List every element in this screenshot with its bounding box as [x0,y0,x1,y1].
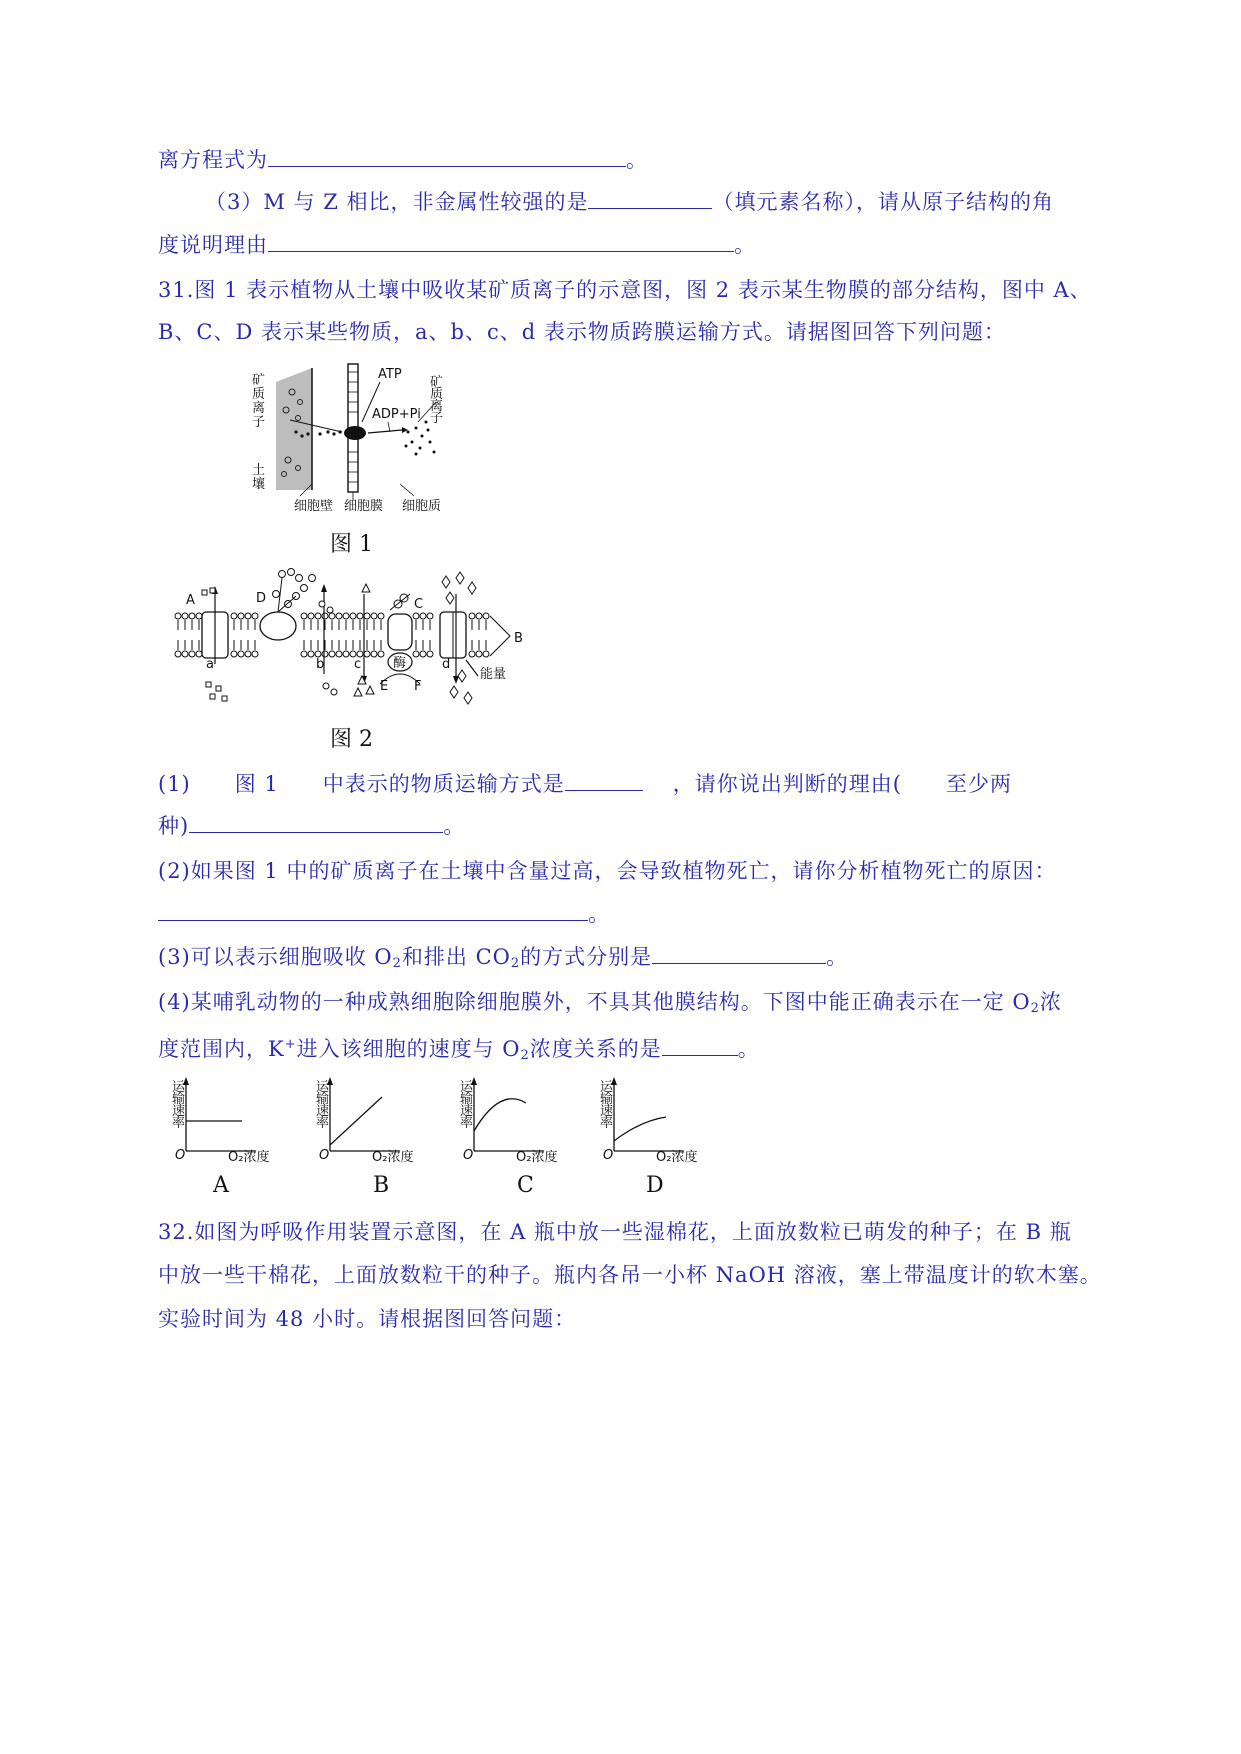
lipid-head [238,613,244,619]
origin-label: O [319,1148,330,1163]
text: 。 [588,902,610,926]
text-line [158,231,756,259]
label-C: C [414,597,424,612]
origin-label: O [175,1148,186,1163]
text: 离方程式为 [158,148,268,172]
xlabel: O₂浓度 [656,1150,698,1163]
ylabel-2: 输 [172,1092,186,1107]
figure-1 [240,362,480,522]
text: 。 [734,233,756,257]
lipid-head [378,651,384,657]
ylabel-1: 运 [600,1080,614,1095]
text: 和排出 CO [401,945,511,969]
label-ion-left-2: 质 [252,387,266,402]
label-enzyme: 酶 [393,656,407,671]
answer-blank[interactable] [662,1035,738,1056]
question-31-line2: B、C、D 表示某些物质，a、b、c、d 表示物质跨膜运输方式。请据图回答下列问题： [158,320,1006,344]
lipid-head [476,613,482,619]
text: （3）M 与 Z 相比，非金属性较强的是 [205,190,589,214]
text-line [205,188,1054,216]
answer-blank[interactable] [189,812,443,833]
xlabel: O₂浓度 [372,1150,414,1163]
answer-blank[interactable] [268,146,626,167]
question-1 [158,770,1012,798]
ylabel-4: 率 [316,1116,330,1131]
answer-blank[interactable] [268,231,734,252]
answer-blank[interactable] [652,943,826,964]
lipid-head [364,651,370,657]
label-c: c [354,657,362,672]
lipid-head [189,651,195,657]
lipid-head [469,651,475,657]
ylabel-1: 运 [316,1080,330,1095]
text: 。 [737,1037,760,1061]
rate-graph-C [460,1077,580,1163]
question-4 [158,988,1062,1023]
lipid-head [469,613,475,619]
text: 度说明理由 [158,233,268,257]
origin-label: O [603,1148,614,1163]
label-energy: 能量 [480,667,507,682]
label-ion-right-3: 离 [430,399,444,414]
rate-graph-B [316,1077,436,1163]
lipid-head [420,651,426,657]
question-32-line3: 实验时间为 48 小时。请根据图回答问题： [158,1307,577,1331]
answer-blank[interactable] [158,900,588,921]
lipid-head [182,651,188,657]
lipid-head [350,613,356,619]
lipid-head [308,651,314,657]
subscript: 2 [1030,1001,1040,1016]
lipid-head [301,613,307,619]
lipid-head [476,651,482,657]
lipid-head [175,651,181,657]
text: 种) [158,814,190,838]
lipid-head [252,651,258,657]
superscript: + [284,1037,297,1052]
lipid-head [427,613,433,619]
lipid-head [329,613,335,619]
text: 。 [626,148,648,172]
label-cytoplasm: 细胞质 [402,499,442,514]
label-soil-2: 壤 [252,477,266,492]
text: (1) 图 1 中表示的物质运输方式是 [158,772,565,796]
lipid-head [364,613,370,619]
text: 浓度关系的是 [529,1037,662,1061]
label-ion-left-1: 矿 [252,373,266,388]
ylabel-2: 输 [600,1092,614,1107]
lipid-head [189,613,195,619]
label-cell-membrane: 细胞膜 [344,499,384,514]
label-ion-left-3: 离 [252,401,266,416]
question-1-cont [158,812,465,840]
text-line [158,146,648,174]
subscript: 2 [520,1048,530,1063]
lipid-head [301,651,307,657]
text: 浓 [1039,990,1062,1014]
lipid-head [413,613,419,619]
lipid-head [336,651,342,657]
option-A[interactable]: A [213,1173,229,1198]
label-atp: ATP [378,367,402,382]
option-B[interactable]: B [373,1173,390,1198]
label-a: a [206,657,214,672]
question-32-line1: 32.如图为呼吸作用装置示意图，在 A 瓶中放一些湿棉花，上面放数粒已萌发的种子；在 B 瓶 [158,1220,1072,1244]
ylabel-2: 输 [316,1092,330,1107]
label-b: b [316,657,325,672]
label-cell-wall: 细胞壁 [294,499,334,514]
text: ，请你说出判断的理由( 至少两 [672,772,1012,796]
lipid-head [371,613,377,619]
text: 。 [443,814,466,838]
label-E: E [380,679,389,694]
ylabel-3: 速 [460,1104,474,1119]
subscript: 2 [392,956,402,971]
label-adp: ADP+Pi [372,407,421,422]
option-D[interactable]: D [646,1173,664,1198]
lipid-head [322,613,328,619]
question-3 [158,943,848,978]
ylabel-3: 速 [172,1104,186,1119]
label-ion-left-4: 子 [252,415,266,430]
rate-graph-A [172,1077,292,1163]
figure-1-caption: 图 1 [330,532,373,557]
lipid-head [483,651,489,657]
lipid-head [231,651,237,657]
text: 度范围内，K [158,1037,285,1061]
lipid-head [315,613,321,619]
subscript: 2 [510,956,521,971]
lipid-head [427,651,433,657]
lipid-head [343,613,349,619]
ylabel-3: 速 [600,1104,614,1119]
label-ion-right-2: 质 [430,387,444,402]
question-31-line1: 31.图 1 表示植物从土壤中吸收某矿质离子的示意图，图 2 表示某生物膜的部分结构，图中 A、 [158,278,1092,302]
answer-blank[interactable] [565,770,643,791]
label-ion-right-4: 子 [430,411,444,426]
lipid-head [196,613,202,619]
text: （填元素名称），请从原子结构的角 [712,190,1054,214]
lipid-head [231,613,237,619]
label-A: A [186,593,195,608]
label-ion-right-1: 矿 [430,375,444,390]
question-2: (2)如果图 1 中的矿质离子在土壤中含量过高，会导致植物死亡，请你分析植物死亡的原因： [158,859,1057,883]
text: (4)某哺乳动物的一种成熟细胞除细胞膜外，不具其他膜结构。下图中能正确表示在一定 O [158,990,1031,1014]
question-32-line2: 中放一些干棉花，上面放数粒干的种子。瓶内各吊一小杯 NaOH 溶液，塞上带温度计的软木塞。 [158,1263,1102,1287]
lipid-head [378,613,384,619]
ylabel-4: 率 [460,1116,474,1131]
lipid-head [343,651,349,657]
lipid-head [196,651,202,657]
label-D: D [256,591,267,606]
lipid-head [329,651,335,657]
ylabel-3: 速 [316,1104,330,1119]
ylabel-1: 运 [460,1080,474,1095]
ylabel-1: 运 [172,1080,186,1095]
label-soil-1: 土 [252,463,266,478]
ylabel-4: 率 [172,1116,186,1131]
origin-label: O [463,1148,474,1163]
text: 。 [826,945,849,969]
lipid-head [245,651,251,657]
question-2-blank-line [158,900,610,928]
text: 进入该细胞的速度与 O [296,1037,521,1061]
label-F: F [414,679,422,694]
lipid-head [371,651,377,657]
answer-blank[interactable] [588,188,712,209]
ylabel-4: 率 [600,1116,614,1131]
text: 的方式分别是 [520,945,653,969]
lipid-head [182,613,188,619]
ylabel-2: 输 [460,1092,474,1107]
text: (3)可以表示细胞吸收 O [158,945,393,969]
xlabel: O₂浓度 [228,1150,270,1163]
lipid-head [175,613,181,619]
rate-graph-D [600,1077,720,1163]
lipid-head [413,651,419,657]
lipid-head [336,613,342,619]
lipid-head [252,613,258,619]
option-C[interactable]: C [517,1173,534,1198]
figure-2 [170,564,530,714]
soil-region [276,368,312,490]
lipid-head [483,613,489,619]
figure-2-caption: 图 2 [330,727,373,752]
lipid-head [420,613,426,619]
label-B: B [514,631,523,646]
lipid-head [357,613,363,619]
lipid-head [308,613,314,619]
question-4-cont [158,1031,760,1070]
lipid-head [245,613,251,619]
label-d: d [442,657,451,672]
xlabel: O₂浓度 [516,1150,558,1163]
lipid-head [238,651,244,657]
